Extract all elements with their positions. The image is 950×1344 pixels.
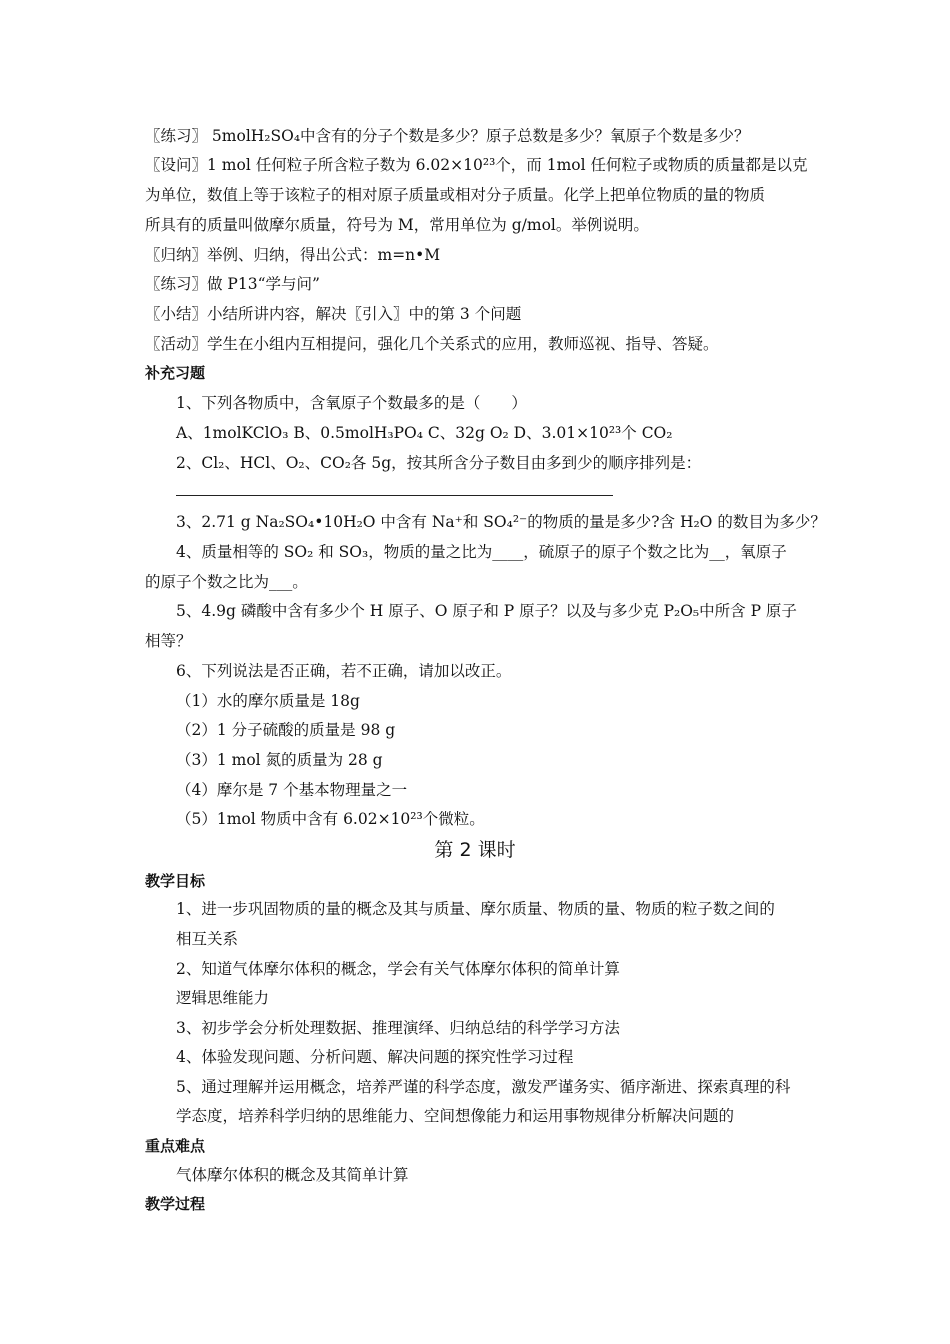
exercise-question: 5、4.9g 磷酸中含有多少个 H 原子、O 原子和 P 原子？以及与多少克 P₂O₅中所含 P 原子 (176, 602, 797, 620)
answer-blank-line (176, 495, 613, 496)
exercise-question: 1、下列各物质中，含氧原子个数最多的是（ ） (176, 394, 527, 412)
goal-item-cont: 逻辑思维能力 (176, 989, 270, 1007)
text-line: 所具有的质量叫做摩尔质量，符号为 M，常用单位为 g/mol。举例说明。 (145, 216, 649, 234)
exercise-question-cont: 相等？ (145, 632, 192, 650)
exercise-options: A、1molKClO₃ B、0.5molH₃PO₄ C、32g O₂ D、3.01×10²³个 CO₂ (176, 424, 673, 442)
exercise-question: 3、2.71 g Na₂SO₄•10H₂O 中含有 Na⁺和 SO₄²⁻的物质的量是多少?含 H₂O 的数目为多少？ (176, 513, 826, 531)
exercise-subitem: （3）1 mol 氮的质量为 28 g (176, 751, 383, 769)
exercise-subitem: （2）1 分子硫酸的质量是 98 g (176, 721, 396, 739)
goals-heading: 教学目标 (145, 872, 206, 890)
question-line: 〖设问〗1 mol 任何粒子所含粒子数为 6.02×10²³个，而 1mol 任何粒子或物质的质量都是以克 (145, 156, 808, 174)
exercise-line: 〖练习〗 5molH₂SO₄中含有的分子个数是多少？原子总数是多少？氧原子个数是多少？ (145, 127, 750, 145)
activity-line: 〖活动〗学生在小组内互相提问，强化几个关系式的应用，教师巡视、指导、答疑。 (145, 335, 719, 353)
exercise-question: 4、质量相等的 SO₂ 和 SO₃，物质的量之比为____，硫原子的原子个数之比为__，氧原子 (176, 543, 787, 561)
key-points-heading: 重点难点 (145, 1137, 206, 1155)
exercise-subitem: （5）1mol 物质中含有 6.02×10²³个微粒。 (176, 810, 485, 828)
goal-item-cont: 相互关系 (176, 930, 239, 948)
text-line: 为单位，数值上等于该粒子的相对原子质量或相对分子质量。化学上把单位物质的量的物质 (145, 186, 766, 204)
process-heading: 教学过程 (145, 1195, 206, 1213)
goal-item: 3、初步学会分析处理数据、推理演绎、归纳总结的科学学习方法 (176, 1019, 620, 1037)
exercise-question: 6、下列说法是否正确，若不正确，请加以改正。 (176, 662, 512, 680)
exercises-heading: 补充习题 (145, 364, 206, 382)
lesson-title: 第 2 课时 (434, 839, 516, 861)
exercise-subitem: （4）摩尔是 7 个基本物理量之一 (176, 781, 408, 799)
goal-item: 5、通过理解并运用概念，培养严谨的科学态度，激发严谨务实、循序渐进、探索真理的科 (176, 1078, 791, 1096)
exercise-question: 2、Cl₂、HCl、O₂、CO₂各 5g，按其所含分子数目由多到少的顺序排列是： (176, 454, 702, 472)
goal-item: 4、体验发现问题、分析问题、解决问题的探究性学习过程 (176, 1048, 574, 1066)
goal-item-cont: 学态度，培养科学归纳的思维能力、空间想像能力和运用事物规律分析解决问题的 (176, 1107, 735, 1125)
exercise-subitem: （1）水的摩尔质量是 18g (176, 692, 360, 710)
summary-line: 〖归纳〗举例、归纳，得出公式：m=n•M (145, 246, 441, 264)
key-points-text: 气体摩尔体积的概念及其简单计算 (176, 1166, 409, 1184)
exercise-line: 〖练习〗做 P13“学与问” (145, 275, 320, 293)
exercise-question-cont: 的原子个数之比为___。 (145, 573, 308, 591)
summary-line: 〖小结〗小结所讲内容，解决〖引入〗中的第 3 个问题 (145, 305, 522, 323)
goal-item: 2、知道气体摩尔体积的概念，学会有关气体摩尔体积的简单计算 (176, 960, 620, 978)
goal-item: 1、进一步巩固物质的量的概念及其与质量、摩尔质量、物质的量、物质的粒子数之间的 (176, 900, 775, 918)
